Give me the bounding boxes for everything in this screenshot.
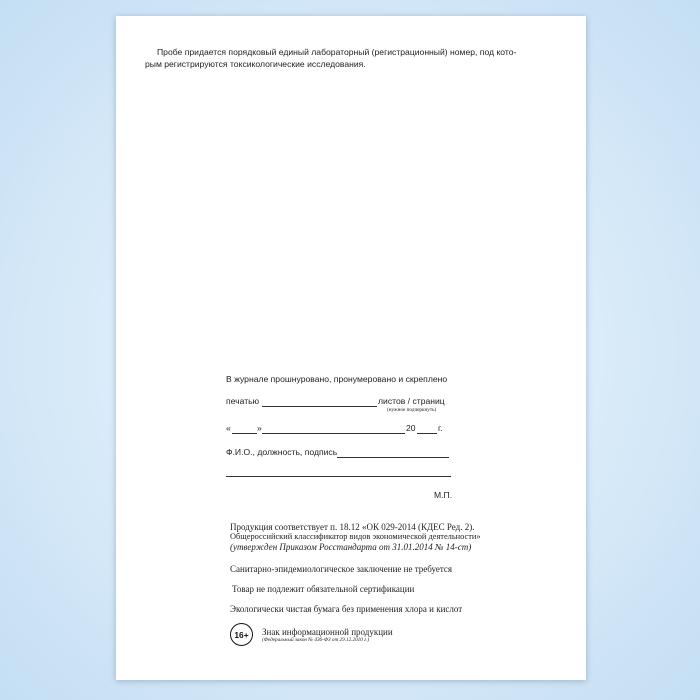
- signature-line-2: [226, 476, 451, 477]
- seal-prefix: печатью: [226, 396, 260, 406]
- date-year-suffix: г.: [438, 423, 443, 433]
- pages-note: (нужное подчеркнуть): [387, 407, 437, 413]
- age-rating-badge-icon: [230, 623, 253, 646]
- date-year-line: [417, 433, 437, 434]
- date-year-prefix: 20: [406, 423, 416, 433]
- date-month-line: [262, 433, 405, 434]
- sanitary-note: Санитарно-эпидемиологическое заключение не требуется: [230, 564, 453, 574]
- law-note: (Федеральный закон № 436-ФЗ от 29.12.2010 г.): [262, 637, 370, 643]
- info-sign-label: Знак информационной продукции: [262, 627, 393, 637]
- age-rating-text: 16+: [234, 629, 249, 640]
- pages-label: листов / страниц: [378, 396, 445, 406]
- intro-line-2: рым регистрируются токсикологические исследования.: [145, 59, 366, 69]
- document-page: [116, 16, 586, 680]
- certification-note: Товар не подлежит обязательной сертификации: [232, 584, 415, 594]
- date-day-line: [232, 433, 257, 434]
- signature-label: Ф.И.О., должность, подпись: [226, 447, 338, 457]
- signature-line: [337, 457, 449, 458]
- compliance-line-3: (утвержден Приказом Росстандарта от 31.01.2014 № 14-ст): [230, 542, 472, 552]
- journal-header: В журнале прошнуровано, пронумеровано и скреплено: [226, 374, 448, 384]
- compliance-line-1: Продукция соответствует п. 18.12 «ОК 029-2014 (КДЕС Ред. 2).: [230, 522, 475, 532]
- stamp-mark: М.П.: [434, 490, 453, 500]
- compliance-line-2: Общероссийский классификатор видов экономической деятельности»: [230, 532, 481, 541]
- date-quote-close: »: [257, 423, 262, 433]
- date-quote-open: «: [226, 423, 231, 433]
- intro-line-1: Пробе придается порядковый единый лабораторный (регистрационный) номер, под кото-: [157, 47, 517, 57]
- eco-note: Экологически чистая бумага без применения хлора и кислот: [230, 604, 463, 614]
- seal-count-line: [262, 406, 377, 407]
